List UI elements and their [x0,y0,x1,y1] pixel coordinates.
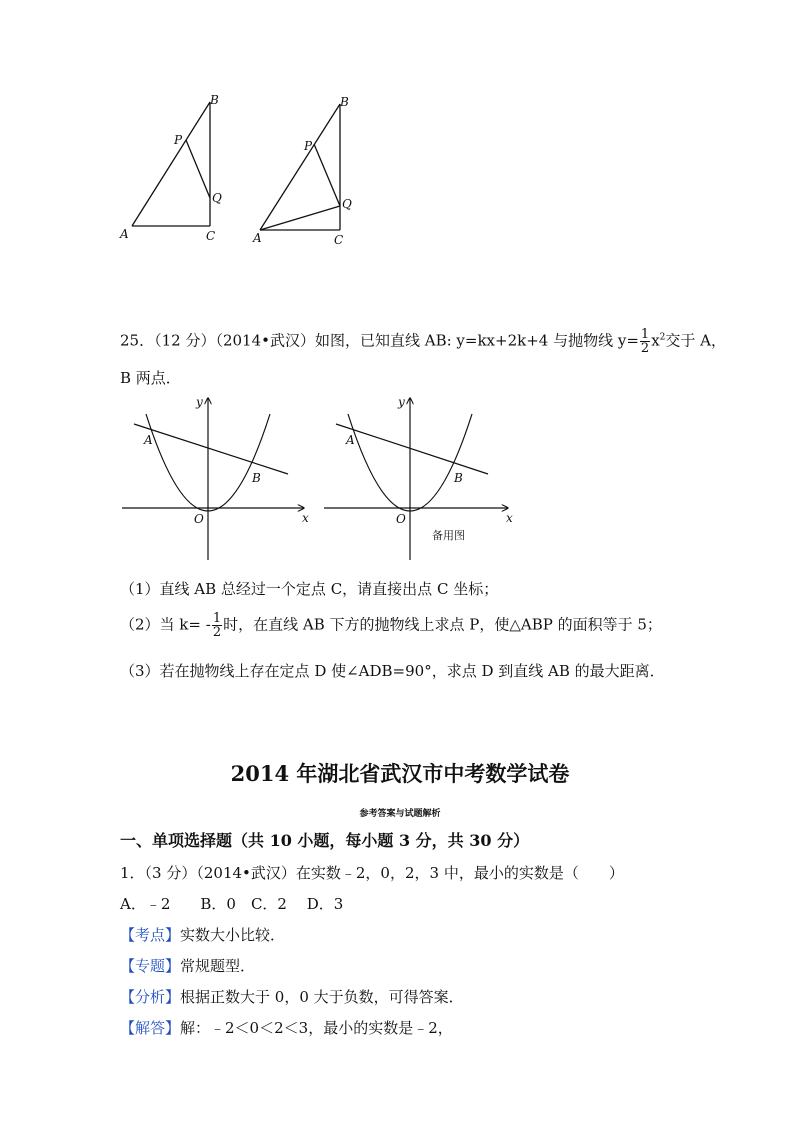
fenxi-text: 根据正数大于 0，0 大于负数，可得答案． [180,988,464,1006]
triangle-figures [110,90,370,250]
q25-frac-den: 2 [640,341,650,356]
section-heading: 一、单项选择题（共 10 小题，每小题 3 分，共 30 分） [120,831,530,850]
q25-fraction [640,328,650,355]
kaodian-tag: 【考点】 [120,926,181,944]
q25-part2-b: 时，在直线 AB 下方的抛物线上求点 P，使△ABP 的面积等于 5； [223,615,662,634]
jieda-row [120,1017,453,1038]
parabola-graphs [118,392,518,564]
q25-intro-x: x [651,331,660,350]
graph-spare [324,398,508,560]
q25-intro-a: 25．（12 分）（2014•武汉）如图，已知直线 AB: y=kx+2k+4 与抛物线 y= [120,331,639,350]
q1-options: A．﹣2 B．0 C．2 D．3 [120,895,344,913]
q25-intro-c: 交于 A， [665,331,726,350]
zhuanti-tag: 【专题】 [120,957,181,975]
q25-intro-sup: 2 [659,332,666,343]
graph-main-o: O [194,512,204,526]
right-label-a: A [253,231,262,245]
graph-spare-caption: 备用图 [432,529,465,542]
q25-part3: （3）若在抛物线上存在定点 D 使∠ADB=90°，求点 D 到直线 AB 的最大距离． [120,662,665,680]
left-label-b: B [210,93,219,107]
fenxi-row [120,986,464,1007]
graph-spare-a: A [346,433,355,447]
graph-main-b: B [252,471,261,485]
graph-main-y: y [196,395,203,409]
graph-main-a: A [144,433,153,447]
right-label-q: Q [342,197,352,211]
graph-spare-b: B [454,471,463,485]
graph-spare-y: y [398,395,405,409]
q25-part2 [120,612,662,639]
right-label-c: C [334,233,344,247]
left-label-p: P [174,133,183,147]
left-label-q: Q [212,191,222,205]
left-triangle [132,102,210,226]
q25-part1: （1）直线 AB 总经过一个定点 C，请直接出点 C 坐标； [120,580,499,598]
answer-title: 2014 年湖北省武汉市中考数学试卷 [230,761,570,786]
left-label-c: C [206,229,216,243]
q25-part2-a: （2）当 k= - [120,615,211,634]
q25-part2-den: 2 [212,625,222,640]
graph-main-x: x [302,511,309,525]
q25-frac-num: 1 [640,327,650,342]
zhuanti-text: 常规题型． [180,957,256,975]
q25-part2-num: 1 [212,611,222,626]
jieda-text: 解：﹣2＜0＜2＜3，最小的实数是﹣2， [180,1019,453,1037]
left-label-a: A [120,227,129,241]
graph-spare-o: O [396,512,406,526]
graph-spare-x: x [506,511,513,525]
q1-stem: 1．（3 分）（2014•武汉）在实数﹣2，0，2，3 中，最小的实数是（ ） [120,864,624,882]
right-triangle [260,104,340,230]
q25-intro [120,328,726,355]
jieda-tag: 【解答】 [120,1019,181,1037]
q25-part2-fraction [212,612,222,639]
zhuanti-row [120,955,255,976]
graph-main [122,398,304,560]
answer-subtitle: 参考答案与试题解析 [359,809,441,819]
fenxi-tag: 【分析】 [120,988,181,1006]
kaodian-text: 实数大小比较． [180,926,286,944]
q25-intro-line2: B 两点． [120,369,181,387]
right-label-p: P [304,139,313,153]
kaodian-row [120,924,285,945]
right-label-b: B [340,95,349,109]
